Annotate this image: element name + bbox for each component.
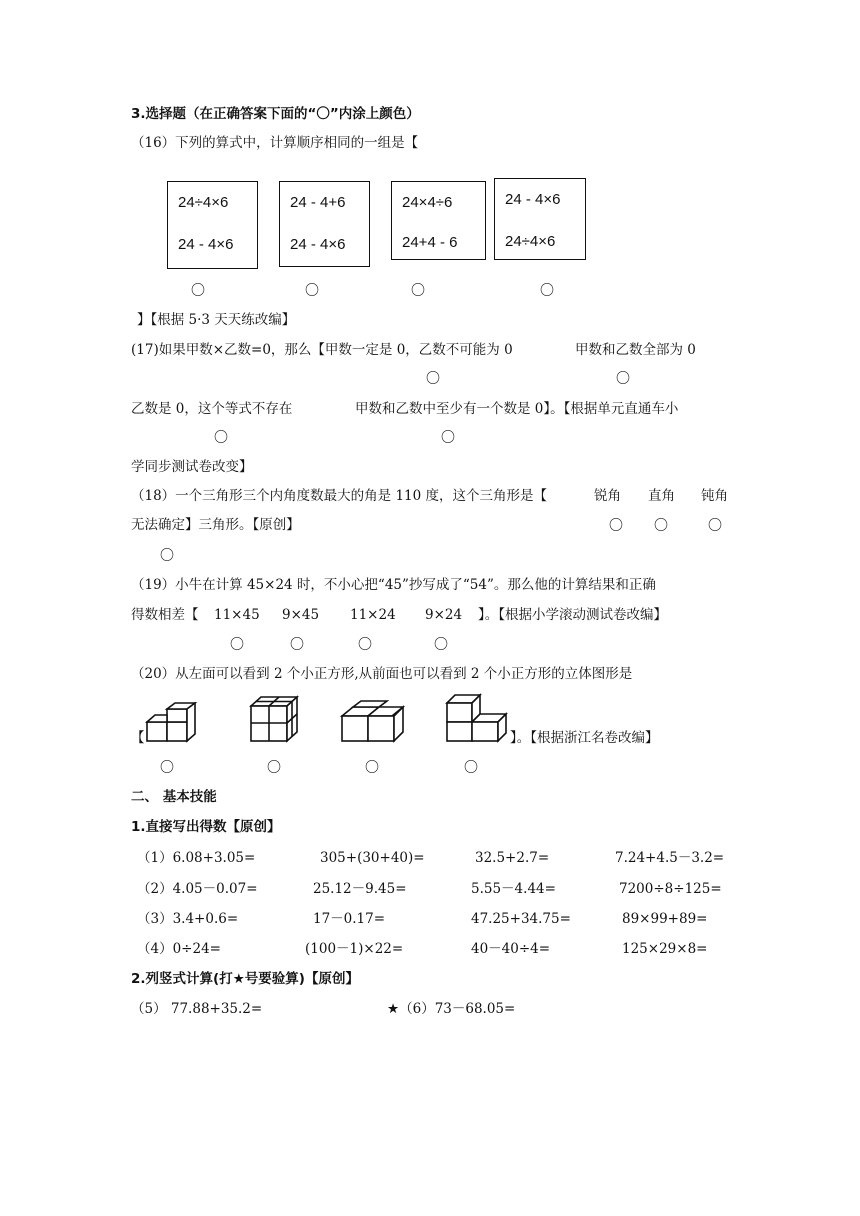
- box-line-2: 24÷4×6: [505, 233, 556, 250]
- box-line-1: 24 - 4+6: [290, 194, 346, 211]
- calc-item: 17－0.17=: [313, 911, 386, 927]
- answer-circle[interactable]: 〇: [160, 760, 174, 776]
- calc-item: （2）4.05－0.07=: [137, 881, 258, 897]
- vertical-calc-item: ★（6）73－68.05=: [387, 1001, 516, 1017]
- question-17-option: 乙数是 0，这个等式不存在: [131, 401, 293, 417]
- calc-item: 5.55－4.44=: [471, 881, 556, 897]
- section-title: 二、 基本技能: [131, 789, 217, 805]
- question-19-option: 11×45: [214, 607, 260, 623]
- answer-circle[interactable]: 〇: [540, 283, 554, 299]
- answer-circle[interactable]: 〇: [441, 430, 455, 446]
- answer-circle[interactable]: 〇: [609, 518, 623, 534]
- calc-item: （4）0÷24=: [137, 941, 221, 957]
- question-16-stem: （16）下列的算式中，计算顺序相同的一组是【: [131, 135, 419, 151]
- option-box-d: [494, 178, 586, 260]
- calc-item: （1）6.08+3.05=: [137, 850, 256, 866]
- question-18-line2: 无法确定】三角形。【原创】: [131, 517, 300, 533]
- calc-item: 305+(30+40)=: [320, 850, 425, 866]
- subsection-title: 2.列竖式计算(打★号要验算)【原创】: [131, 971, 359, 987]
- answer-circle[interactable]: 〇: [411, 283, 425, 299]
- box-line-1: 24×4÷6: [402, 194, 453, 211]
- question-19-option: 9×45: [282, 607, 320, 623]
- box-line-1: 24÷4×6: [178, 194, 229, 211]
- answer-circle[interactable]: 〇: [160, 548, 174, 564]
- box-line-2: 24 - 4×6: [290, 236, 346, 253]
- subsection-title: 1.直接写出得数【原创】: [131, 819, 281, 835]
- answer-circle[interactable]: 〇: [654, 518, 668, 534]
- question-19-line1: （19）小牛在计算 45×24 时，不小心把“45”抄写成了“54”。那么他的计算结果和正确: [131, 577, 656, 593]
- question-17-line1: (17)如果甲数×乙数=0，那么【甲数一定是 0，乙数不可能为 0: [131, 342, 513, 358]
- answer-circle[interactable]: 〇: [426, 371, 440, 387]
- box-line-2: 24+4 - 6: [402, 234, 458, 251]
- calc-item: 7200÷8÷125=: [619, 881, 722, 897]
- question-18-option: 钝角: [701, 488, 728, 504]
- cube-figure-a: [144, 702, 198, 744]
- question-16-source: 】【根据 5·3 天天练改编】: [137, 312, 296, 328]
- calc-item: 7.24+4.5－3.2=: [615, 850, 725, 866]
- calc-item: （3）3.4+0.6=: [137, 911, 239, 927]
- question-19-source: 】。【根据小学滚动测试卷改编】: [478, 607, 667, 623]
- question-18-option: 直角: [648, 488, 675, 504]
- cube-figure-c: [339, 700, 407, 744]
- calc-item: (100－1)×22=: [305, 941, 404, 957]
- answer-circle[interactable]: 〇: [616, 371, 630, 387]
- answer-circle[interactable]: 〇: [305, 283, 319, 299]
- answer-circle[interactable]: 〇: [434, 637, 448, 653]
- question-20-line1: （20）从左面可以看到 2 个小正方形,从前面也可以看到 2 个小正方形的立体图形是: [131, 666, 633, 682]
- calc-item: 32.5+2.7=: [475, 850, 550, 866]
- calc-item: 40－40÷4=: [471, 941, 551, 957]
- cube-figure-d: [444, 692, 510, 744]
- open-bracket: 【: [131, 730, 145, 746]
- option-box-a: [167, 181, 258, 269]
- calc-item: 125×29×8=: [622, 941, 708, 957]
- option-box-c: [391, 181, 486, 260]
- question-19-line2: 得数相差【: [131, 607, 199, 623]
- calc-item: 25.12－9.45=: [313, 881, 407, 897]
- question-18-option: 锐角: [594, 488, 621, 504]
- answer-circle[interactable]: 〇: [267, 760, 281, 776]
- calc-item: 89×99+89=: [622, 911, 708, 927]
- question-17-line3: 甲数和乙数中至少有一个数是 0】。【根据单元直通车小: [355, 401, 679, 417]
- box-line-2: 24 - 4×6: [178, 236, 234, 253]
- question-19-option: 11×24: [350, 607, 396, 623]
- answer-circle[interactable]: 〇: [365, 760, 379, 776]
- option-box-b: [279, 181, 370, 267]
- vertical-calc-item: （5） 77.88+35.2=: [131, 1001, 263, 1017]
- calc-item: 47.25+34.75=: [471, 911, 571, 927]
- question-17-option: 甲数和乙数全部为 0: [575, 342, 696, 358]
- answer-circle[interactable]: 〇: [290, 637, 304, 653]
- cube-figure-b: [249, 694, 301, 744]
- answer-circle[interactable]: 〇: [358, 637, 372, 653]
- answer-circle[interactable]: 〇: [214, 430, 228, 446]
- question-17-line5: 学同步测试卷改变】: [131, 459, 253, 475]
- question-18-line1: （18）一个三角形三个内角度数最大的角是 110 度，这个三角形是【: [131, 488, 548, 504]
- answer-circle[interactable]: 〇: [708, 518, 722, 534]
- question-20-source: 】。【根据浙江名卷改编】: [510, 730, 659, 746]
- box-line-1: 24 - 4×6: [505, 191, 561, 208]
- question-19-option: 9×24: [425, 607, 463, 623]
- answer-circle[interactable]: 〇: [230, 637, 244, 653]
- section-title: 3.选择题（在正确答案下面的“〇”内涂上颜色）: [131, 106, 420, 122]
- answer-circle[interactable]: 〇: [464, 760, 478, 776]
- answer-circle[interactable]: 〇: [191, 283, 205, 299]
